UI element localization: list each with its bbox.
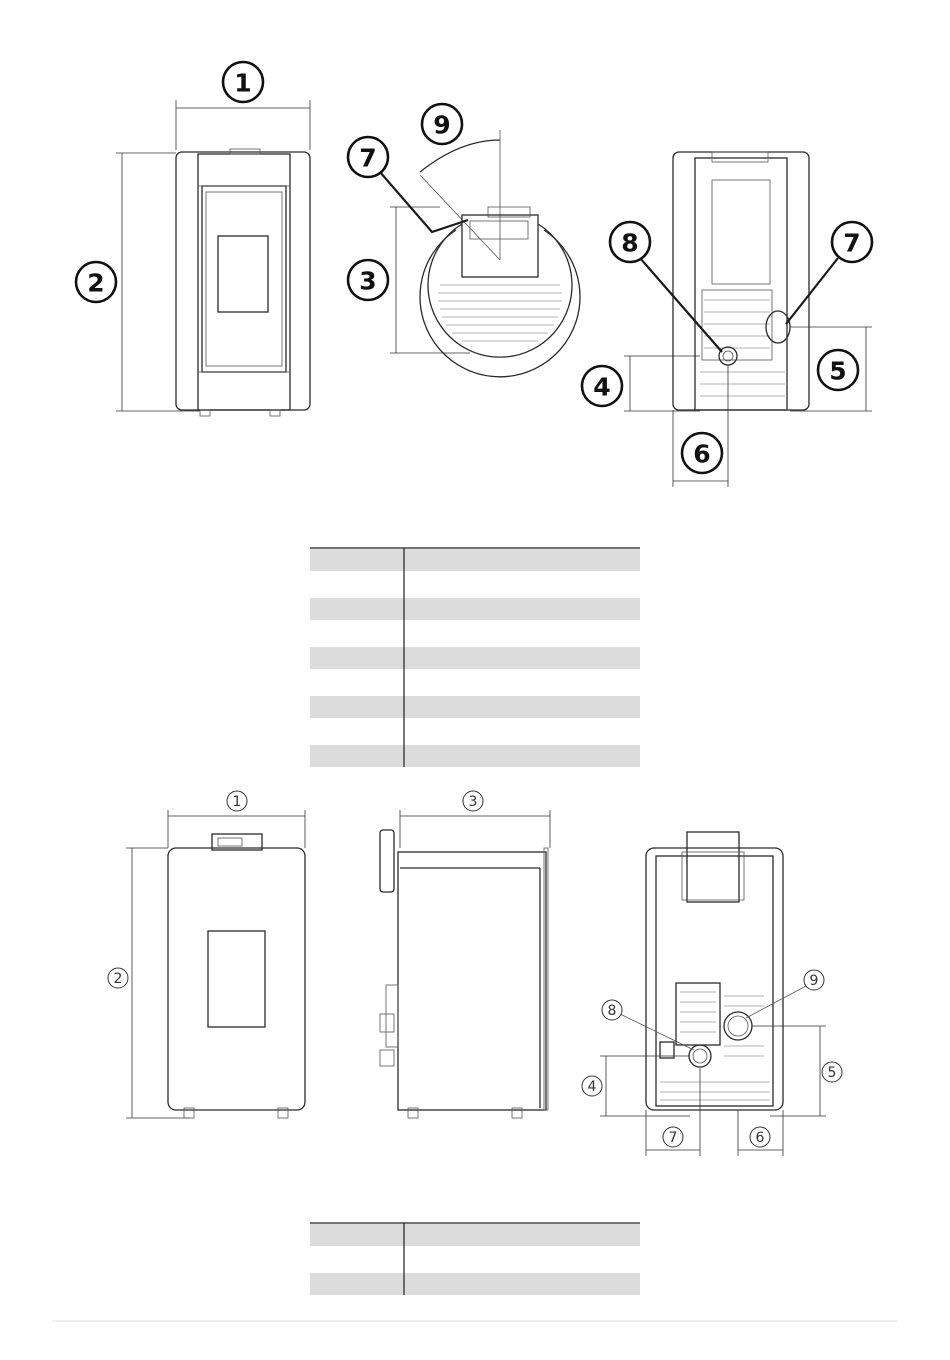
svg-text:6: 6 <box>755 1130 765 1146</box>
callout-1-top-front <box>223 62 263 102</box>
svg-text:1: 1 <box>232 794 242 810</box>
table-top-row <box>310 745 640 767</box>
callout-4-top-rear <box>582 366 622 406</box>
callout-7-top-rear <box>832 222 872 262</box>
table-top-row <box>310 696 640 718</box>
svg-text:4: 4 <box>593 372 611 402</box>
callout-6-top-rear <box>682 433 722 473</box>
svg-text:4: 4 <box>587 1079 597 1095</box>
callout-3-bottom-side <box>463 791 483 811</box>
svg-text:6: 6 <box>693 439 711 469</box>
bottom-rear-view <box>600 832 826 1156</box>
svg-text:7: 7 <box>359 143 377 173</box>
table-top-row <box>310 549 640 571</box>
svg-text:2: 2 <box>113 971 123 987</box>
top-rear-view <box>624 152 872 487</box>
callout-4-bottom-rear <box>582 1076 602 1096</box>
callout-2-top-front <box>76 262 116 302</box>
svg-text:7: 7 <box>843 228 861 258</box>
callout-7-top-plan <box>348 137 388 177</box>
svg-text:9: 9 <box>433 110 451 140</box>
svg-text:7: 7 <box>668 1130 678 1146</box>
svg-text:8: 8 <box>607 1003 617 1019</box>
callout-2-bottom-front <box>108 968 128 988</box>
dimension-table-top <box>310 548 640 767</box>
svg-text:5: 5 <box>829 356 847 386</box>
table-bottom-row <box>310 1273 640 1295</box>
table-top-row <box>310 647 640 669</box>
dimension-table-bottom <box>310 1223 640 1295</box>
callout-9-bottom-rear <box>804 970 824 990</box>
table-bottom-row <box>310 1224 640 1246</box>
callout-9-top-plan <box>422 104 462 144</box>
svg-text:2: 2 <box>87 268 105 298</box>
callout-5-bottom-rear <box>822 1062 842 1082</box>
callout-8-top-rear <box>610 222 650 262</box>
callout-7-bottom-rear <box>663 1127 683 1147</box>
svg-text:9: 9 <box>809 973 819 989</box>
svg-text:5: 5 <box>827 1065 837 1081</box>
bottom-side-view <box>380 810 550 1118</box>
callout-8-bottom-rear <box>602 1000 622 1020</box>
svg-text:3: 3 <box>468 794 478 810</box>
svg-text:1: 1 <box>234 68 252 98</box>
svg-text:3: 3 <box>359 266 377 296</box>
svg-text:8: 8 <box>621 228 639 258</box>
callout-1-bottom-front <box>227 791 247 811</box>
bottom-front-view <box>126 810 305 1118</box>
top-front-view <box>116 100 310 416</box>
callout-5-top-rear <box>818 350 858 390</box>
table-top-row <box>310 598 640 620</box>
callout-6-bottom-rear <box>750 1127 770 1147</box>
callout-3-top-plan <box>348 260 388 300</box>
top-plan-view <box>380 130 580 377</box>
